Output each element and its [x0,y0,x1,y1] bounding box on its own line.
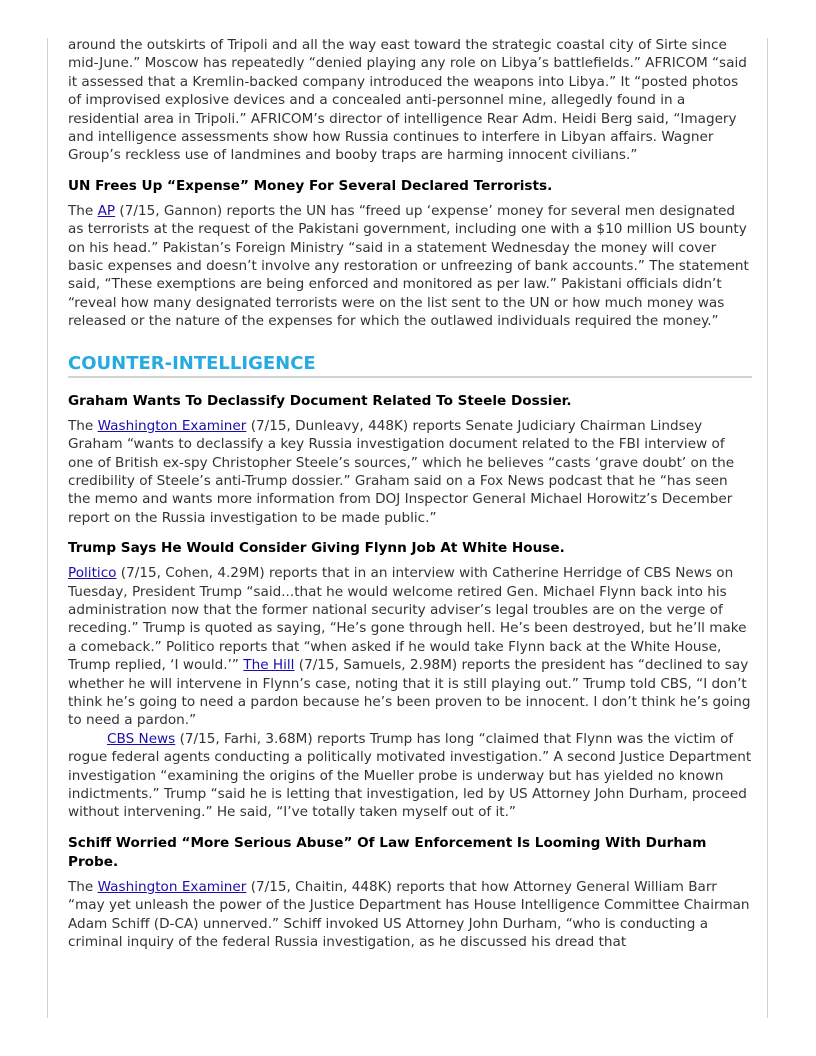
un-terrorists-paragraph: The AP (7/15, Gannon) reports the UN has “freed up ‘expense’ money for several men designated as terrorists at the request of the Pakistani government, including one with a $10 million US bounty on his head.” Pakistan’s Foreign Ministry “said in a statement Wednesday the money will cover basic expenses and doesn’t involve any restoration or unfreezing of bank accounts.” The statement said, “These exemptions are being enforced and monitored as per law.” Pakistani officials didn’t “reveal how many designated terrorists were on the list sent to the UN or how much money was released or the nature of the expenses for which the outlawed individuals required the money.” [68,202,749,330]
flynn-headline: Trump Says He Would Consider Giving Flynn Job At White House. [68,540,565,557]
flynn-paragraph-cbs: CBS News (7/15, Farhi, 3.68M) reports Trump has long “claimed that Flynn was the victim of rogue federal agents conducting a politically motivated investigation.” A second Justice Department investigation “examining the origins of the Mueller probe is underway but has yielded no known indictments.” Trump “said he is letting that investigation, led by US Attorney John Durham, proceed without intervening.” He said, “I’ve totally taken myself out of it.” [68,730,752,821]
un-terrorists-headline: UN Frees Up “Expense” Money For Several Declared Terrorists. [68,177,553,194]
washington-examiner-link[interactable]: Washington Examiner [97,417,247,434]
the-hill-link[interactable]: The Hill [243,657,295,674]
newsletter-content [68,36,752,963]
politico-link[interactable]: Politico [68,565,117,582]
page-border-right [767,38,768,1018]
schiff-headline: Schiff Worried “More Serious Abuse” Of Law Enforcement Is Looming With Durham Probe. [68,834,707,870]
graham-headline: Graham Wants To Declassify Document Related To Steele Dossier. [68,392,572,409]
cbs-news-link[interactable]: CBS News [107,730,176,747]
schiff-paragraph: The Washington Examiner (7/15, Chaitin, 448K) reports that how Attorney General William Barr “may yet unleash the power of the Justice Department has House Intelligence Committee Chairman Adam Schiff (D-CA) unnerved.” Schiff invoked US Attorney John Durham, “who is conducting a criminal inquiry of the federal Russia investigation, as he discussed his dread that [68,878,750,951]
flynn-paragraph: Politico (7/15, Cohen, 4.29M) reports that in an interview with Catherine Herridge of CBS News on Tuesday, President Trump “said...that he would welcome retired Gen. Michael Flynn back into his administration now that the former national security adviser’s legal troubles are on the verge of receding.” Trump is quoted as saying, “He’s gone through hell. He’s been destroyed, but he’ll make a comeback.” Politico reports that “when asked if he would take Flynn back at the White House, Trump replied, ‘I would.’” The Hill (7/15, Samuels, 2.98M) reports the president has “declined to say whether he will intervene in Flynn’s case, noting that it is still playing out.” Trump told CBS, “I don’t think he’s going to need a pardon because he’s been proven to be innocent. I don’t think he’s going to need a pardon.” [68,565,751,729]
ap-link[interactable]: AP [97,202,116,219]
graham-paragraph: The Washington Examiner (7/15, Dunleavy, 448K) reports Senate Judiciary Chairman Lindsey Graham “wants to declassify a key Russia investigation document related to the FBI interview of one of British ex-spy Christopher Steele’s sources,” which he believes “casts ‘grave doubt’ on the credibility of Steele’s anti-Trump dossier.” Graham said on a Fox News podcast that he “has seen the memo and wants more information from DOJ Inspector General Michael Horowitz’s December report on the Russia investigation to be made public.” [68,417,735,526]
page-border-left [47,38,48,1018]
libya-paragraph: around the outskirts of Tripoli and all the way east toward the strategic coastal city of Sirte since mid-June.” Moscow has repeatedly “denied playing any role on Libya’s battlefields.” AFRICOM “said it assessed that a Kremlin-backed company introduced the weapons into Libya.” It “posted photos of improvised explosive devices and a concealed anti-personnel mine, allegedly found in a residential area in Tripoli.” AFRICOM’s director of intelligence Rear Adm. Heidi Berg said, “Imagery and intelligence assessments show how Russia continues to interfere in Libyan affairs. Wagner Group’s reckless use of landmines and booby traps are harming innocent civilians.” [68,37,747,164]
washington-examiner-link-2[interactable]: Washington Examiner [97,878,247,895]
section-heading-counter-intelligence: COUNTER-INTELLIGENCE [68,353,752,378]
